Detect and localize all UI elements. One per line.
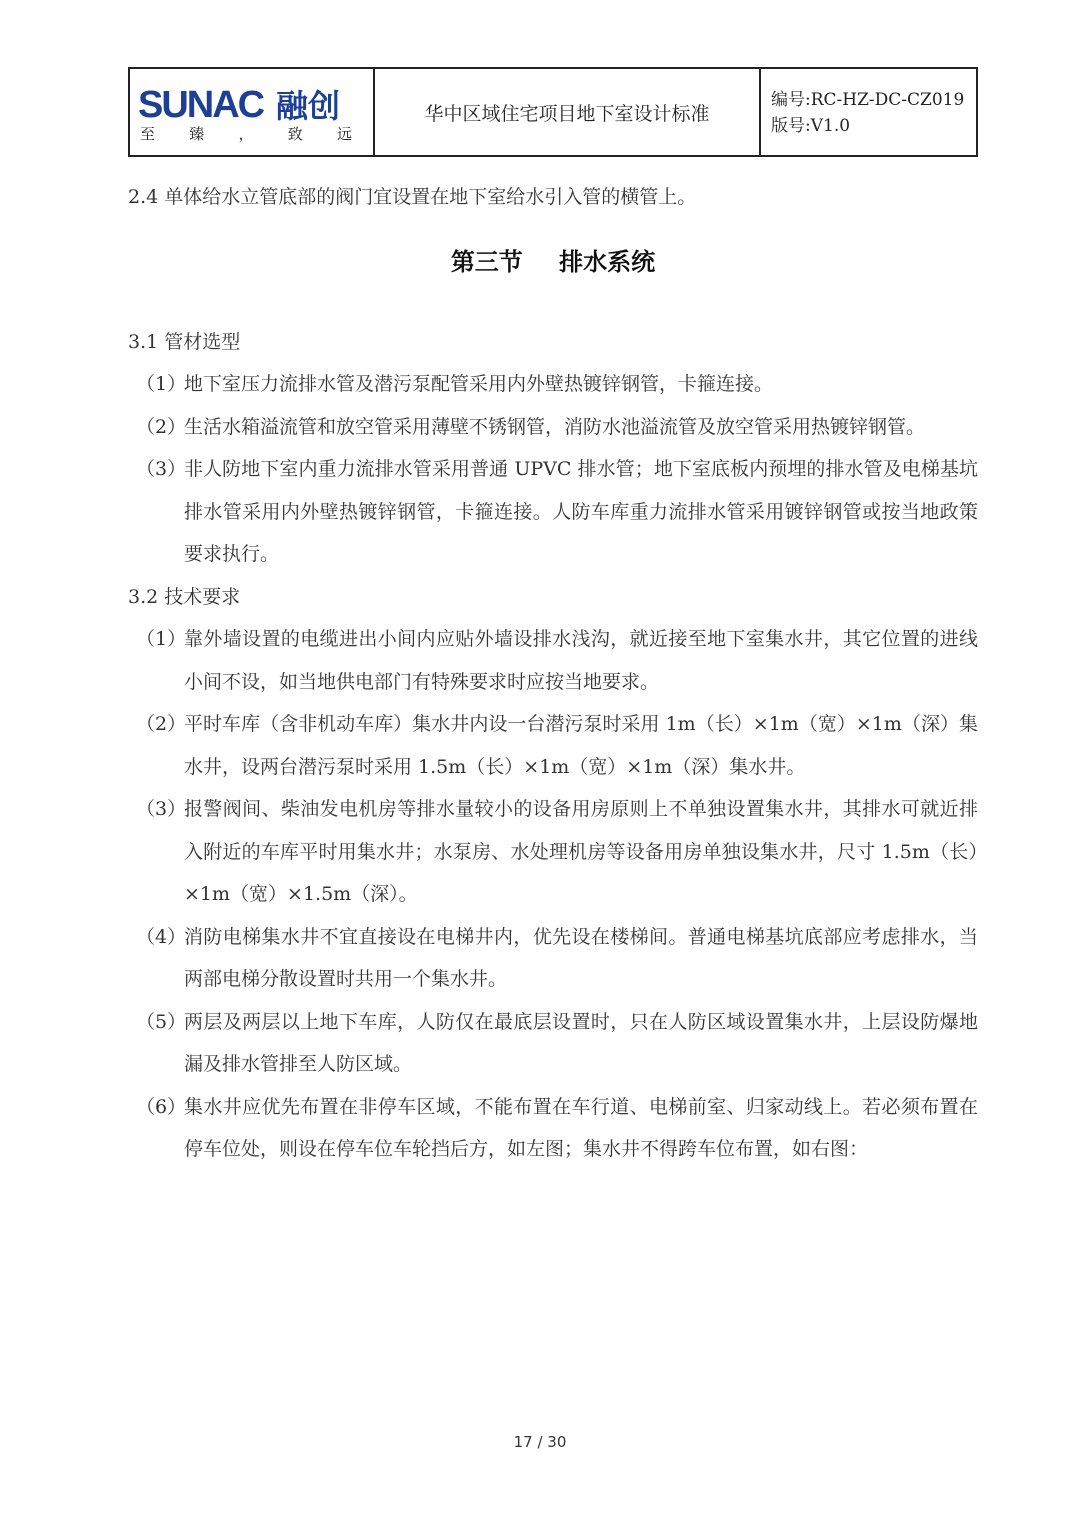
item-number: （6） xyxy=(136,1095,187,1118)
item-text: 靠外墙设置的电缆进出小间内应贴外墙设排水浅沟，就近接至地下室集水井，其它位置的进线小间不设，如当地供电部门有特殊要求时应按当地要求。 xyxy=(184,628,978,693)
list-item xyxy=(128,1086,978,1171)
logo-slogan xyxy=(140,123,352,144)
list-item xyxy=(128,618,978,703)
item-number: （3） xyxy=(136,458,187,480)
document-body xyxy=(128,176,978,1171)
item-text: 地下室压力流排水管及潜污泵配管采用内外壁热镀锌钢管，卡箍连接。 xyxy=(184,373,774,395)
list-item xyxy=(128,703,978,788)
item-text: 报警阀间、柴油发电机房等排水量较小的设备用房原则上不单独设置集水井，其排水可就近排入附近的车库平时用集水井；水泵房、水处理机房等设备用房单独设集水井，尺寸 1.5m（长）×1m（宽）×1.5m（深）。 xyxy=(184,798,978,905)
list-item xyxy=(128,916,978,1001)
item-text: 消防电梯集水井不宜直接设在电梯井内，优先设在楼梯间。普通电梯基坑底部应考虑排水，当两部电梯分散设置时共用一个集水井。 xyxy=(184,925,978,990)
slogan-char: 远 xyxy=(336,125,352,143)
code-value: RC-HZ-DC-CZ019 xyxy=(810,90,965,110)
item-text: 平时车库（含非机动车库）集水井内设一台潜污泵时采用 1m（长）×1m（宽）×1m（深）集水井，设两台潜污泵时采用 1.5m（长）×1m（宽）×1m（深）集水井。 xyxy=(184,713,978,778)
version-value: V1.0 xyxy=(810,116,851,136)
logo-brand-text: SUNAC xyxy=(138,85,264,125)
item-number: （3） xyxy=(136,798,187,820)
paragraph-2-4: 2.4 单体给水立管底部的阀门宜设置在地下室给水引入管的横管上。 xyxy=(128,186,697,208)
logo-brand-cn-text: 融创 xyxy=(276,87,341,125)
document-meta xyxy=(761,69,976,155)
item-text: 集水井应优先布置在非停车区域，不能布置在车行道、电梯前室、归家动线上。若必须布置在停车位处，则设在停车位车轮挡后方，如左图；集水井不得跨车位布置，如右图： xyxy=(184,1095,978,1160)
section-title: 第三节 排水系统 xyxy=(450,247,656,276)
item-text: 两层及两层以上地下车库，人防仅在最底层设置时，只在人防区域设置集水井，上层设防爆地漏及排水管排至人防区域。 xyxy=(184,1010,978,1075)
slogan-char: 臻 xyxy=(189,125,205,143)
item-number: （2） xyxy=(136,415,187,438)
list-item xyxy=(128,363,978,406)
heading-3-2: 3.2 技术要求 xyxy=(128,585,241,608)
code-row xyxy=(771,87,976,113)
document-title: 华中区域住宅项目地下室设计标准 xyxy=(375,69,761,155)
list-item xyxy=(128,788,978,916)
slogan-char: 致 xyxy=(287,125,303,143)
sunac-logo xyxy=(138,85,368,125)
document-header xyxy=(128,67,978,157)
version-label: 版号: xyxy=(771,116,811,136)
slogan-char: ， xyxy=(238,125,254,143)
list-item xyxy=(128,406,978,449)
heading-3-1: 3.1 管材选型 xyxy=(128,330,241,353)
company-logo-cell xyxy=(130,69,375,155)
item-number: （4） xyxy=(136,925,187,948)
item-text: 生活水箱溢流管和放空管采用薄壁不锈钢管，消防水池溢流管及放空管采用热镀锌钢管。 xyxy=(184,415,926,438)
item-number: （1） xyxy=(136,628,187,650)
item-text: 非人防地下室内重力流排水管采用普通 UPVC 排水管；地下室底板内预埋的排水管及电梯基坑排水管采用内外壁热镀锌钢管，卡箍连接。人防车库重力流排水管采用镀锌钢管或按当地政策要求执行。 xyxy=(184,458,978,565)
page-number: 17 / 30 xyxy=(513,1433,567,1451)
list-item xyxy=(128,448,978,576)
item-number: （1） xyxy=(136,373,187,395)
list-item xyxy=(128,1001,978,1086)
item-number: （5） xyxy=(136,1010,187,1033)
item-number: （2） xyxy=(136,713,187,735)
slogan-char: 至 xyxy=(140,125,156,143)
version-row xyxy=(771,113,976,139)
code-label: 编号: xyxy=(771,90,811,110)
